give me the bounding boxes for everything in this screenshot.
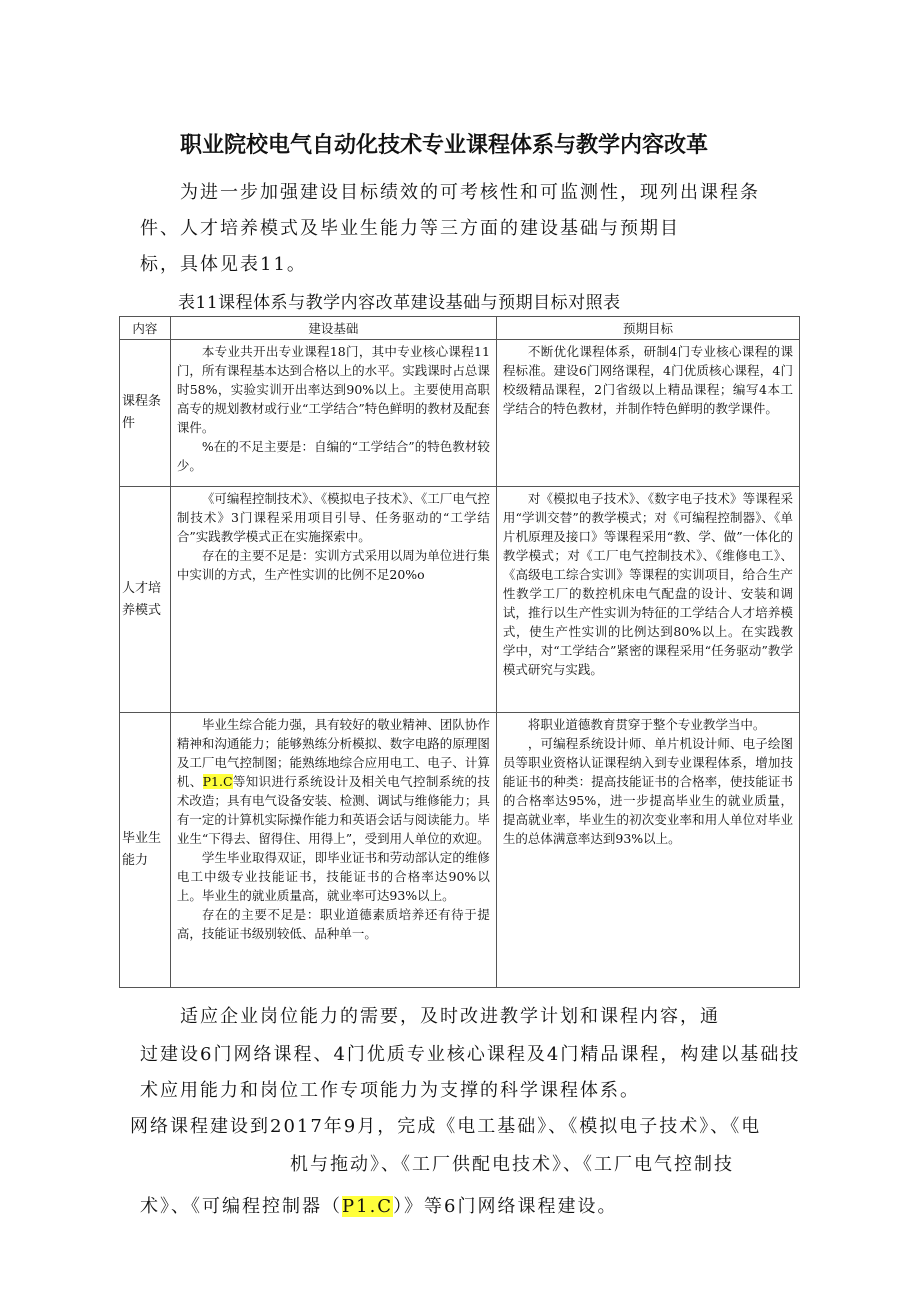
highlighted-text: P1.C (202, 774, 233, 789)
after-line-4: 网络课程建设到2017年9月，完成《电工基础》、《模拟电子技术》、《电 (130, 1116, 762, 1137)
basis-cell (170, 487, 496, 713)
after-text: ）》等6门网络课程建设。 (393, 1196, 618, 1217)
after-line-1: 适应企业岗位能力的需要，及时改进教学计划和课程内容，通 (180, 1006, 720, 1027)
after-line-6 (140, 1192, 618, 1218)
basis-paragraph: 存在的主要不足是：实训方式采用以周为单位进行集中实训的方式，生产性实训的比例不足20%o (176, 548, 490, 582)
basis-paragraph: 本专业共开出专业课程18门，其中专业核心课程11门，所有课程基本达到合格以上的水平。实践课时占总课时58%，实验实训开出率达到90%以上。主要使用高职高专的规划教材或行业“工学结合”特色鲜明的教材及配套课件。 (176, 344, 490, 435)
basis-cell (170, 340, 496, 487)
basis-paragraph: 学生毕业取得双证，即毕业证书和劳动部认定的维修电工中级专业技能证书，技能证书的合格率达90%以上。毕业生的就业质量高，就业率可达93%以上。 (176, 850, 490, 903)
header-content: 内容 (120, 317, 171, 340)
target-cell (496, 713, 799, 988)
intro-line-1: 为进一步加强建设目标绩效的可考核性和可监测性，现列出课程条 (180, 182, 760, 203)
target-paragraph: ，可编程系统设计师、单片机设计师、电子绘图员等职业资格认证课程纳入到专业课程体系，增加技能证书的种类：提高技能证书的合格率，使技能证书的合格率达95%，进一步提高毕业生的就业质量，提高就业率，毕业生的初次变业率和用人单位对毕业生的总体满意率达到93%以上。 (502, 736, 793, 846)
intro-line-2: 件、人才培养模式及毕业生能力等三方面的建设基础与预期目 (140, 218, 680, 239)
target-cell (496, 340, 799, 487)
after-line-3: 术应用能力和岗位工作专项能力为支撑的科学课程体系。 (140, 1080, 640, 1101)
highlighted-text: P1.C (342, 1196, 394, 1217)
basis-paragraph: 《可编程控制技术》、《模拟电子技术》、《工厂电气控制技术》3门课程采用项目引导、任务驱动的“工学结合”实践教学模式正在实施探索中。 (176, 491, 490, 544)
row-label-training: 人才培养模式 (120, 487, 171, 713)
basis-paragraph (177, 715, 490, 848)
target-paragraph: 不断优化课程体系，研制4门专业核心课程的课程标准。建设6门网络课程，4门优质核心课程，4门校级精品课程，2门省级以上精品课程；编写4本工学结合的特色教材，并制作特色鲜明的教学课件。 (502, 344, 793, 416)
table-row (120, 340, 800, 487)
after-text: 术》、《可编程控制器（ (140, 1196, 342, 1217)
page-title: 职业院校电气自动化技术专业课程体系与教学内容改革 (180, 133, 709, 158)
basis-text: 毕业生综合能力强，具有较好的敬业精神、团队协作精神和沟通能力；能够熟练分析模拟、数字电路的原理图及工厂电气控制图；能熟练地综合应用电工、电子、计算机、 (176, 717, 490, 789)
table-row (120, 487, 800, 713)
table-row (120, 713, 800, 988)
table-header-row (120, 317, 800, 340)
basis-cell (170, 713, 496, 988)
intro-line-3: 标，具体见表11。 (140, 254, 307, 275)
table-caption: 表11课程体系与教学内容改革建设基础与预期目标对照表 (178, 293, 621, 313)
basis-text: 等知识进行系统设计及相关电气控制系统的技术改造；具有电气设备安装、检测、调试与维修能力；具有一定的计算机实际操作能力和英语会话与阅读能力。毕业生“下得去、留得住、用得上”，受到用人单位的欢迎。 (176, 774, 490, 846)
row-label-ability: 毕业生能力 (120, 713, 171, 988)
target-cell (496, 487, 799, 713)
row-label-course: 课程条件 (120, 340, 171, 487)
target-paragraph: 将职业道德教育贯穿于整个专业教学当中。 (527, 717, 766, 732)
after-line-2: 过建设6门网络课程、4门优质专业核心课程及4门精品课程，构建以基础技 (140, 1044, 801, 1065)
basis-paragraph: %在的不足主要是：自编的“工学结合”的特色教材较少。 (176, 439, 490, 473)
target-paragraph: 对《模拟电子技术》、《数字电子技术》等课程采用“学训交替”的教学模式；对《可编程控制器》、《单片机原理及接口》等课程采用“教、学、做”一体化的教学模式；对《工厂电气控制技术》、《维修电工》、《高级电工综合实训》等课程的实训项目，给合生产性教学工厂的数控机床电气配盘的设计、安装和调试，推行以生产性实训为特征的工学结合人才培养模式，使生产性实训的比例达到80%以上。在实践教学中，对“工学结合”紧密的课程采用“任务驱动”教学模式研究与实践。 (502, 491, 793, 677)
after-line-5: 机与拖动》、《工厂供配电技术》、《工厂电气控制技 (290, 1154, 734, 1175)
comparison-table (119, 316, 800, 988)
basis-paragraph: 存在的主要不足是：职业道德素质培养还有待于提高，技能证书级别较低、品种单一。 (176, 907, 490, 941)
header-target: 预期目标 (496, 317, 799, 340)
header-basis: 建设基础 (170, 317, 496, 340)
